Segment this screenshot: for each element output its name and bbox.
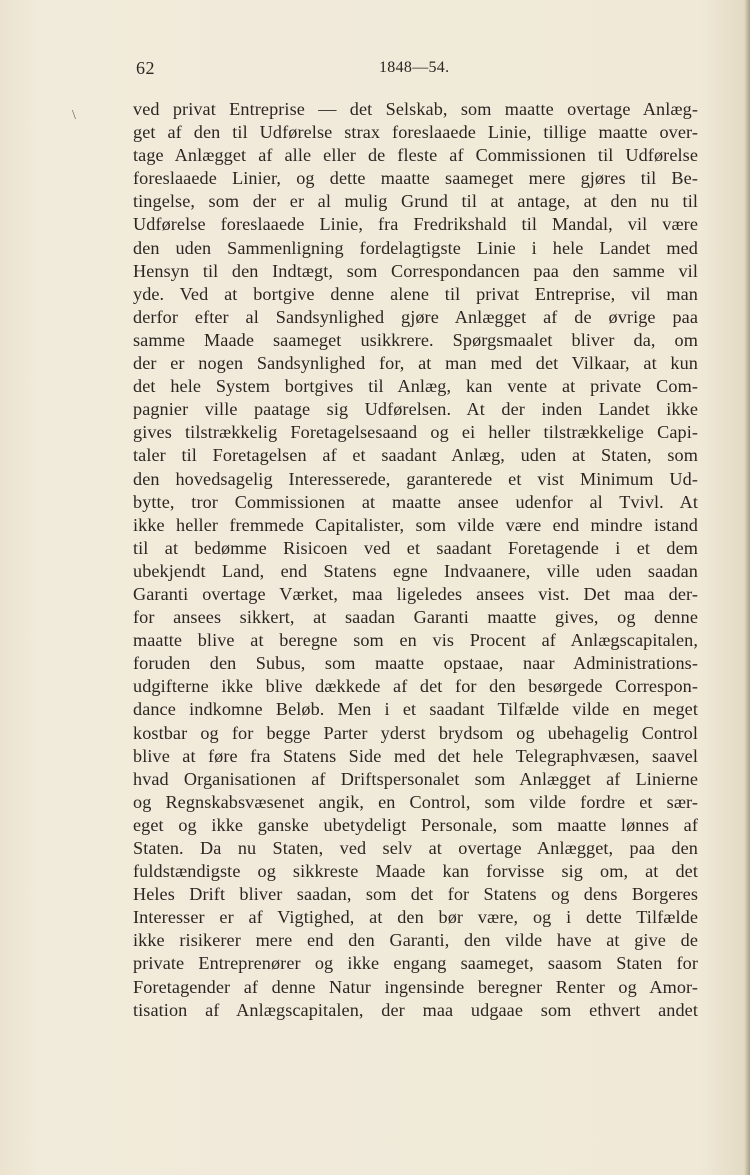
text-line: blive at føre fra Statens Side med det hele Telegraphvæsen, saavel	[133, 745, 698, 766]
text-line: yde. Ved at bortgive denne alene til privat Entreprise, vil man	[133, 283, 698, 304]
text-line: Interesser er af Vigtighed, at den bør være, og i dette Tilfælde	[133, 907, 698, 928]
text-line: fuldstændigste og sikkreste Maade kan forvisse sig om, at det	[133, 861, 698, 882]
page-edge-shadow	[744, 0, 750, 1175]
text-line: det hele System bortgives til Anlæg, kan vente at private Com-	[133, 376, 698, 397]
text-line: hvad Organisationen af Driftspersonalet som Anlægget af Linierne	[133, 768, 698, 789]
text-line: gives tilstrækkelig Foretagelsesaand og ei heller tilstrækkelige Capi-	[133, 422, 698, 443]
text-line: ikke risikerer mere end den Garanti, den vilde have at give de	[133, 930, 698, 951]
running-head: 1848—54.	[379, 59, 450, 76]
text-line: ikke heller fremmede Capitalister, som vilde være end mindre istand	[133, 514, 698, 535]
text-line: Heles Drift bliver saadan, som det for Statens og dens Borgeres	[133, 884, 698, 905]
text-line: Staten. Da nu Staten, ved selv at overtage Anlægget, paa den	[133, 838, 698, 858]
text-line: Udførelse foreslaaede Linie, fra Fredrikshald til Mandal, vil være	[133, 214, 698, 235]
text-line: Garanti overtage Værket, maa ligeledes ansees vist. Det maa der-	[133, 583, 698, 604]
text-line: tage Anlægget af alle eller de fleste af Commissionen til Udførelse	[133, 145, 698, 166]
text-line: foruden den Subus, som maatte opstaae, naar Administrations-	[133, 653, 698, 674]
text-line: til at bedømme Risicoen ved et saadant Foretagende i et dem	[133, 537, 698, 558]
text-line: for ansees sikkert, at saadan Garanti maatte gives, og denne	[133, 607, 698, 628]
text-line: kostbar og for begge Parter yderst brydsom og ubehagelig Control	[133, 722, 698, 743]
page-number: 62	[136, 58, 155, 78]
text-line: den hovedsagelig Interesserede, garanterede et vist Minimum Ud-	[133, 468, 698, 489]
text-line: private Entreprenører og ikke engang saameget, saasom Staten for	[133, 953, 698, 974]
margin-mark: \	[72, 108, 76, 123]
text-line: tingelse, som der er al mulig Grund til at antage, at den nu til	[133, 191, 698, 212]
text-line: tisation af Anlægscapitalen, der maa udgaae som ethvert andet	[133, 999, 698, 1020]
text-line: taler til Foretagelsen af et saadant Anlæg, uden at Staten, som	[133, 445, 698, 466]
text-line: eget og ikke ganske ubetydeligt Personale, som maatte lønnes af	[133, 814, 698, 835]
text-line: maatte blive at beregne som en vis Procent af Anlægscapitalen,	[133, 630, 698, 651]
text-line: get af den til Udførelse strax foreslaaede Linie, tillige maatte over-	[133, 122, 698, 143]
text-line: der er nogen Sandsynlighed for, at man med det Vilkaar, at kun	[133, 353, 698, 374]
text-line: Hensyn til den Indtægt, som Correspondancen paa den samme vil	[133, 260, 698, 281]
text-line: udgifterne ikke blive dækkede af det for den besørgede Correspon-	[133, 676, 698, 697]
body-text	[133, 98, 698, 1022]
text-line: dance indkomne Beløb. Men i et saadant Tilfælde vilde en meget	[133, 699, 698, 720]
text-line: bytte, tror Commissionen at maatte ansee udenfor al Tvivl. At	[133, 491, 698, 512]
text-line: derfor efter al Sandsynlighed gjøre Anlægget af de øvrige paa	[133, 306, 698, 327]
text-line: samme Maade saameget usikkrere. Spørgsmaalet bliver da, om	[133, 329, 698, 350]
text-line: den uden Sammenligning fordelagtigste Linie i hele Landet med	[133, 237, 698, 258]
text-line: ubekjendt Land, end Statens egne Indvaanere, ville uden saadan	[133, 560, 698, 581]
text-line: ved privat Entreprise — det Selskab, som maatte overtage Anlæg-	[133, 99, 698, 119]
text-line: foreslaaede Linier, og dette maatte saameget mere gjøres til Be-	[133, 168, 698, 189]
text-line: og Regnskabsvæsenet angik, en Control, som vilde fordre et sær-	[133, 791, 698, 812]
text-line: Foretagender af denne Natur ingensinde beregner Renter og Amor-	[133, 976, 698, 997]
text-line: pagnier ville paatage sig Udførelsen. At der inden Landet ikke	[133, 399, 698, 420]
